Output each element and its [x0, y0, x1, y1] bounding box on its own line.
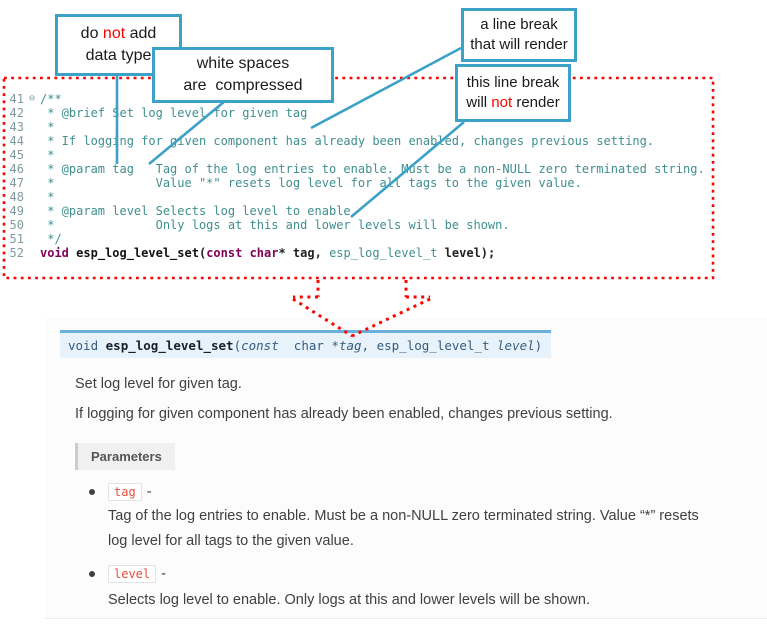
line-number: 51	[9, 232, 24, 246]
gutter-spacer	[24, 190, 40, 204]
param-description: Selects log level to enable. Only logs at this and lower levels will be shown.	[108, 592, 590, 608]
code-text: *	[40, 120, 55, 134]
code-text: void esp_log_level_set(const char* tag, esp_log_level_t level);	[40, 246, 496, 260]
callout-text: this line break	[466, 73, 560, 91]
gutter-spacer	[24, 176, 40, 190]
callout-text: that will render	[470, 36, 568, 53]
line-number: 45	[9, 148, 24, 162]
code-line	[0, 218, 767, 232]
code-text: * @param tag Tag of the log entries to enable. Must be a non-NULL zero terminated string.	[40, 162, 705, 176]
code-line	[0, 148, 767, 162]
code-line	[0, 162, 767, 176]
code-line	[0, 92, 767, 106]
code-line	[0, 120, 767, 134]
code-text: * @param level Selects log level to enable.	[40, 204, 358, 218]
line-number: 48	[9, 190, 24, 204]
code-text: /**	[40, 92, 62, 106]
detailed-description: If logging for given component has already been enabled, changes previous setting.	[75, 406, 613, 422]
line-number: 46	[9, 162, 24, 176]
param-list-item	[89, 566, 166, 582]
code-text: */	[40, 232, 62, 246]
function-name: esp_log_level_set	[105, 338, 234, 353]
function-signature: void esp_log_level_set(const char *tag, esp_log_level_t level)	[60, 330, 551, 358]
line-number: 43	[9, 120, 24, 134]
code-editor-excerpt	[0, 92, 767, 260]
code-line	[0, 204, 767, 218]
gutter-spacer	[24, 120, 40, 134]
param-tag: tag	[338, 338, 362, 353]
callout-line-break-renders	[461, 8, 577, 62]
param-description: Tag of the log entries to enable. Must be a non-NULL zero terminated string. Value “*” resets log level for all tags to the given value.	[108, 508, 699, 549]
param-name-chip: level	[108, 565, 156, 583]
callout-text: a line break	[480, 15, 558, 33]
param-level: level	[497, 338, 535, 353]
code-line	[0, 106, 767, 120]
callout-text: will not render	[466, 94, 560, 111]
code-text: *	[40, 148, 55, 162]
callout-text: data type	[85, 47, 152, 64]
gutter-spacer	[24, 106, 40, 120]
fold-collapse-icon: ⊖	[28, 93, 36, 104]
callout-text: are compressed	[183, 77, 303, 94]
rendered-docs-panel	[45, 318, 767, 619]
line-number: 49	[9, 204, 24, 218]
param-name-chip: tag	[108, 483, 142, 501]
code-line	[0, 190, 767, 204]
code-text: * Only logs at this and lower levels will be shown.	[40, 218, 510, 232]
gutter-spacer	[24, 232, 40, 246]
code-line	[0, 176, 767, 190]
gutter-spacer	[24, 162, 40, 176]
callout-line-break-not-render	[455, 64, 571, 122]
code-text: * Value "*" resets log level for all tags to the given value.	[40, 176, 582, 190]
param-list-item	[89, 484, 152, 500]
code-text: * @brief Set log level for given tag	[40, 106, 308, 120]
callout-text: white spaces	[196, 55, 290, 73]
gutter-spacer	[24, 218, 40, 232]
code-line	[0, 134, 767, 148]
callout-text: do not add	[80, 25, 157, 43]
bullet-icon	[89, 571, 95, 577]
line-number: 47	[9, 176, 24, 190]
line-number: 52	[9, 246, 24, 260]
param-separator: -	[146, 484, 152, 500]
bullet-icon	[89, 489, 95, 495]
callout-white-spaces-compressed	[152, 47, 334, 103]
line-number: 41	[9, 92, 24, 106]
param-separator: -	[161, 566, 166, 582]
gutter-spacer	[24, 134, 40, 148]
parameters-heading: Parameters	[75, 443, 175, 470]
code-text: * If logging for given component has already been enabled, changes previous setting.	[40, 134, 655, 148]
param-type: esp_log_level_t	[376, 338, 490, 353]
gutter-spacer	[24, 204, 40, 218]
gutter-spacer	[24, 246, 40, 260]
gutter-spacer	[24, 148, 40, 162]
brief-description: Set log level for given tag.	[75, 376, 242, 392]
code-line-function-declaration	[0, 246, 767, 260]
code-text: *	[40, 190, 55, 204]
line-number: 50	[9, 218, 24, 232]
code-line	[0, 232, 767, 246]
line-number: 42	[9, 106, 24, 120]
line-number: 44	[9, 134, 24, 148]
